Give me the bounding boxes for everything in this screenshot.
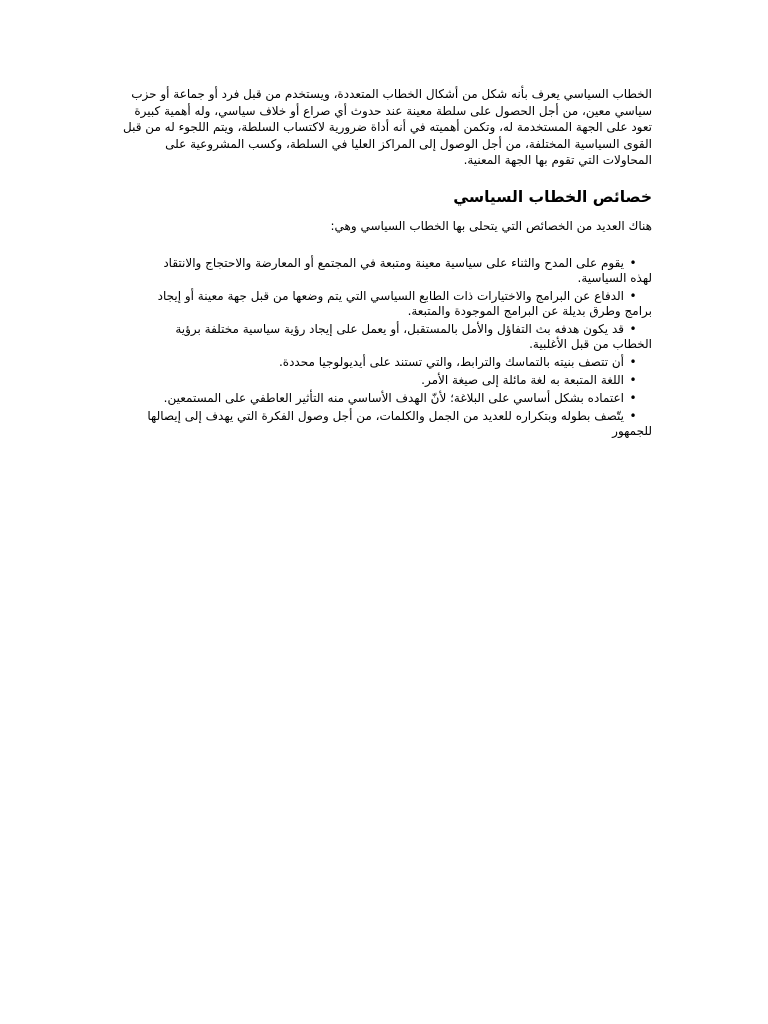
bullet-icon: •: [629, 354, 637, 369]
list-item: [120, 373, 652, 388]
list-item: [120, 391, 652, 406]
list-item-text: قد يكون هدفه بث التفاؤل والأمل بالمستقبل، أو يعمل على إيجاد رؤية سياسية مختلفة برؤية الخطاب من قبل الأغلبية.: [175, 321, 652, 351]
lead-paragraph: هناك العديد من الخصائص التي يتحلى بها الخطاب السياسي وهي:: [330, 218, 652, 233]
bullet-icon: •: [629, 390, 637, 405]
intro-paragraph: الخطاب السياسي يعرف بأنه شكل من أشكال الخطاب المتعددة، ويستخدم من قبل فرد أو جماعة أو حزب سياسي معين، من أجل الحصول على سلطة معينة عند حدوث أي صراع أو خلاف سياسي، وله أهمية كبيرة تعود على الجهة المستخدمة له، وتكمن أهميته في أنه أداة ضرورية لاكتساب السلطة، ويتم اللجوء له من قبل القوى السياسية المختلفة، من أجل الوصول إلى المراكز العليا في السلطة، وكسب المشروعية على المحاولات التي تقوم بها الجهة المعنية.: [123, 87, 652, 167]
list-item-text: الدفاع عن البرامج والاختيارات ذات الطابع السياسي التي يتم وضعها من قبل جهة معينة أو إيجاد برامج وطرق بديلة عن البرامج الموجودة والمتبعة.: [157, 288, 652, 318]
bullet-icon: •: [629, 321, 637, 336]
list-item: [120, 256, 652, 286]
bullet-icon: •: [629, 255, 637, 270]
bullet-icon: •: [629, 408, 637, 423]
list-item: [120, 409, 652, 439]
list-item: [120, 322, 652, 352]
list-item-text: يتّصف بطوله وبتكراره للعديد من الجمل والكلمات، من أجل وصول الفكرة التي يهدف إلى إيصالها للجمهور: [147, 408, 652, 438]
list-item-text: اعتماده بشكل أساسي على البلاغة؛ لأنّ الهدف الأساسي منه التأثير العاطفي على المستمعين.: [163, 390, 624, 405]
list-item: [120, 289, 652, 319]
characteristics-list: [120, 256, 652, 439]
list-item: [120, 355, 652, 370]
bullet-icon: •: [629, 288, 637, 303]
bullet-icon: •: [629, 372, 637, 387]
list-item-text: أن تتصف بنيته بالتماسك والترابط، والتي تستند على أيديولوجيا محددة.: [278, 354, 624, 369]
document-body: [120, 86, 652, 442]
list-item-text: اللغة المتبعة به لغة مائلة إلى صيغة الأمر.: [421, 372, 624, 387]
list-item-text: يقوم على المدح والثناء على سياسية معينة ومتبعة في المجتمع أو المعارضة والاحتجاج والانتقاد لهذه السياسية.: [163, 255, 652, 285]
section-heading: خصائص الخطاب السياسي: [453, 187, 652, 206]
